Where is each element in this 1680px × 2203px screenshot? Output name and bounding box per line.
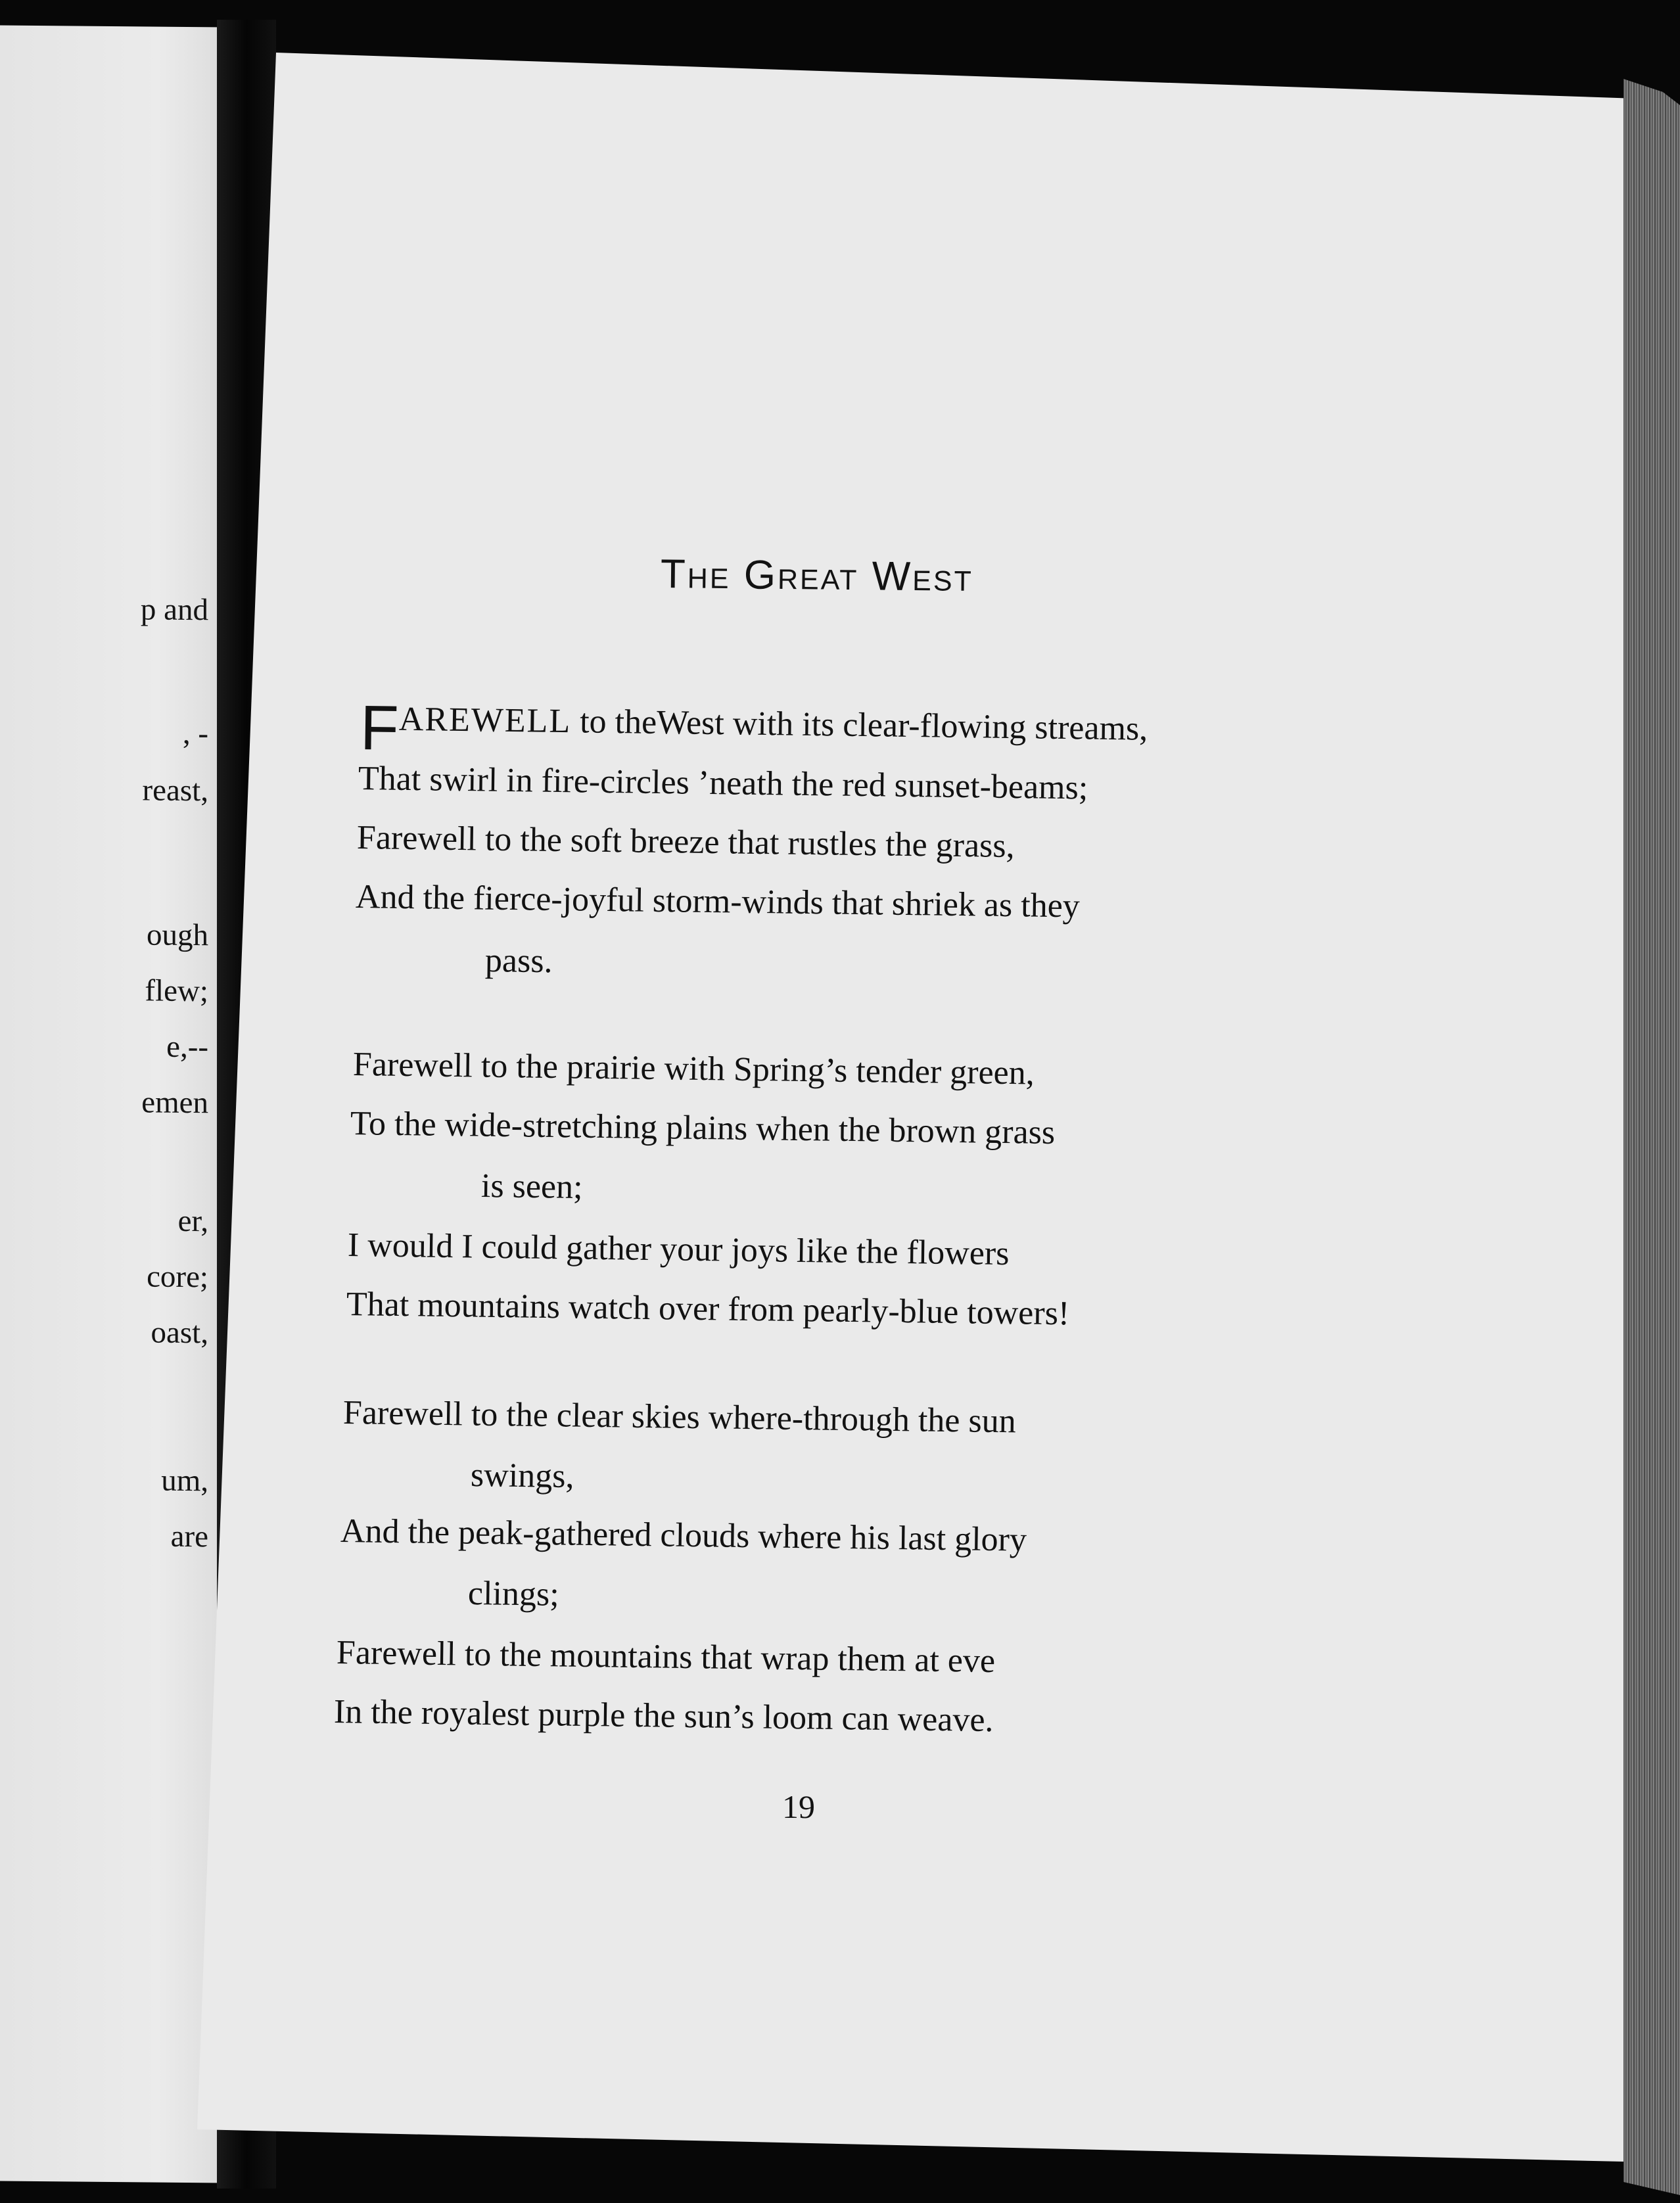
left-page-fragment: reast, <box>142 773 208 808</box>
left-page-fragment: emen <box>141 1085 208 1121</box>
left-page-fragment: are <box>170 1519 208 1554</box>
poem-line: Farewell to the clear skies where-through the sun <box>342 1394 1017 1441</box>
left-page-fragment: p and <box>140 592 208 628</box>
left-page-fragment: flew; <box>145 973 208 1009</box>
left-page-fragment: core; <box>147 1259 208 1295</box>
poem-line: In the royalest purple the sun’s loom can weave. <box>333 1693 994 1740</box>
poem-line: I would I could gather your joys like the flowers <box>347 1226 1010 1273</box>
poem-line-text: to theWest with its clear-flowing streams, <box>571 703 1148 748</box>
poem-line: To the wide-stretching plains when the brown grass <box>350 1105 1056 1152</box>
poem-line: Farewell to the prairie with Spring’s tender green, <box>352 1046 1035 1092</box>
poem-line: That swirl in fire-circles ’neath the red sunset-beams; <box>358 760 1088 807</box>
left-page-fragment: ough <box>147 917 208 953</box>
poem-line: And the peak-gathered clouds where his last glory <box>340 1512 1027 1559</box>
page-number: 19 <box>782 1788 815 1825</box>
left-page-fragment: oast, <box>151 1315 208 1351</box>
drop-cap: F <box>360 693 400 764</box>
poem-line-continuation: swings, <box>470 1456 574 1496</box>
left-page-fragment: er, <box>177 1203 208 1239</box>
page-fore-edge <box>1623 79 1680 2195</box>
poem-line-continuation: clings; <box>467 1575 560 1613</box>
poem-line: Farewell to the soft breeze that rustles the grass, <box>356 819 1015 866</box>
left-page-fragment: , - <box>182 716 208 751</box>
poem-line-continuation: is seen; <box>480 1167 583 1207</box>
first-word-caps: AREWELL <box>398 700 572 741</box>
poem-line <box>360 693 1148 770</box>
poem-line: That mountains watch over from pearly-blue towers! <box>346 1286 1070 1333</box>
left-page-fragment: um, <box>161 1463 208 1498</box>
poem-line: And the fierce-joyful storm-winds that shriek as they <box>355 878 1081 925</box>
poem-title: The Great West <box>660 551 974 600</box>
poem-line-continuation: pass. <box>484 942 553 981</box>
poem-line: Farewell to the mountains that wrap them at eve <box>336 1634 996 1681</box>
left-page-fragment: e,-- <box>166 1029 208 1065</box>
left-facing-page <box>0 25 227 2183</box>
